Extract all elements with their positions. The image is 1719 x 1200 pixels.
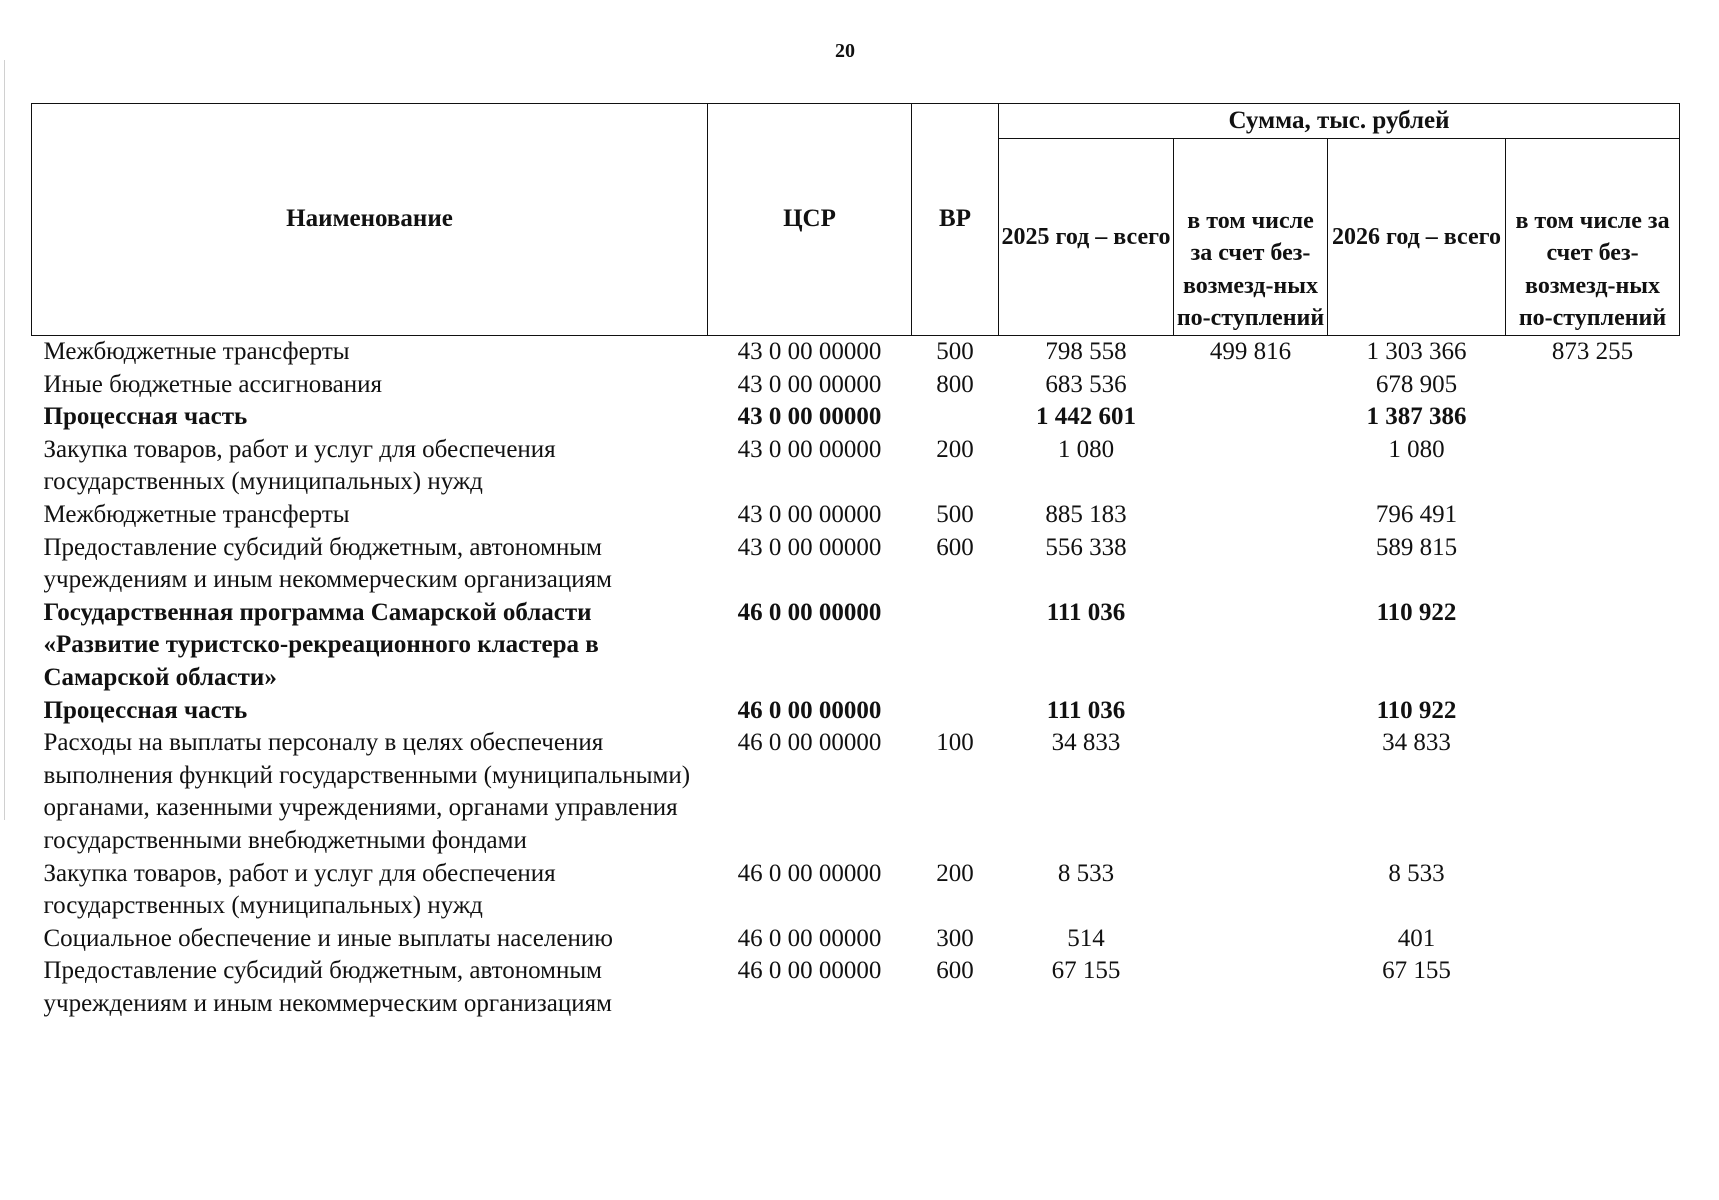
row-2025-gratuitous <box>1174 695 1328 728</box>
header-vr: ВР <box>912 104 999 336</box>
header-name: Наименование <box>32 104 708 336</box>
row-name: Закупка товаров, работ и услуг для обеспечения государственных (муниципальных) нужд <box>43 435 556 496</box>
row-vr: 500 <box>936 500 974 528</box>
header-2025-gratuitous: в том числе за счет без-возмезд-ных по-ступлений <box>1174 139 1328 336</box>
row-name: Закупка товаров, работ и услуг для обеспечения государственных (муниципальных) нужд <box>43 859 556 920</box>
table-row <box>32 336 1680 369</box>
row-2025-gratuitous <box>1174 499 1328 532</box>
row-2025-gratuitous <box>1174 434 1328 499</box>
table-row <box>32 727 1680 857</box>
header-2026-total: 2026 год – всего <box>1328 139 1506 336</box>
row-2025-gratuitous <box>1174 597 1328 695</box>
row-vr: 500 <box>936 338 974 365</box>
row-csr: 43 0 00 00000 <box>737 500 882 528</box>
row-2026-total: 1 080 <box>1388 435 1445 463</box>
row-2026-total: 34 833 <box>1382 729 1451 757</box>
row-2025-total: 8 533 <box>1057 859 1115 887</box>
row-name: Процессная часть <box>43 403 248 431</box>
row-2025-total: 1 080 <box>1057 435 1115 463</box>
row-2026-gratuitous <box>1506 369 1680 402</box>
row-2026-gratuitous <box>1506 401 1680 434</box>
table-row <box>32 858 1680 923</box>
table-row <box>32 695 1680 728</box>
row-csr: 46 0 00 00000 <box>737 957 882 985</box>
row-csr: 43 0 00 00000 <box>737 370 882 398</box>
row-vr: 200 <box>936 435 974 463</box>
row-vr: 600 <box>936 957 974 985</box>
row-csr: 43 0 00 00000 <box>737 403 882 431</box>
row-2025-total: 1 442 601 <box>1036 403 1136 431</box>
row-name: Социальное обеспечение и иные выплаты населению <box>43 924 613 952</box>
header-2026-gratuitous: в том числе за счет без-возмезд-ных по-ступлений <box>1506 139 1680 336</box>
row-2025-total: 885 183 <box>1045 500 1127 528</box>
row-2026-total: 401 <box>1397 924 1436 952</box>
row-2026-gratuitous <box>1506 955 1680 1020</box>
row-name: Межбюджетные трансферты <box>43 338 350 365</box>
row-2026-gratuitous <box>1506 499 1680 532</box>
row-2026-gratuitous <box>1506 434 1680 499</box>
row-name: Предоставление субсидий бюджетным, автономным учреждениям и иным некоммерческим организациям <box>43 533 612 594</box>
header-csr: ЦСР <box>708 104 912 336</box>
header-sum-group: Сумма, тыс. рублей <box>999 104 1680 139</box>
row-2025-total: 683 536 <box>1045 370 1127 398</box>
row-vr: 800 <box>936 370 974 398</box>
row-csr: 46 0 00 00000 <box>737 924 882 952</box>
row-2025-total: 67 155 <box>1051 957 1121 985</box>
row-2026-total: 1 303 366 <box>1366 338 1467 365</box>
page-number: 20 <box>835 40 855 62</box>
page-edge-line <box>4 60 5 820</box>
row-2026-gratuitous: 873 255 <box>1551 338 1634 365</box>
row-name: Предоставление субсидий бюджетным, автономным учреждениям и иным некоммерческим организациям <box>43 957 612 1017</box>
row-2026-total: 796 491 <box>1375 500 1458 528</box>
row-csr: 43 0 00 00000 <box>737 435 882 463</box>
row-name: Межбюджетные трансферты <box>43 500 350 528</box>
table-row <box>32 499 1680 532</box>
row-2026-total: 678 905 <box>1375 370 1458 398</box>
row-vr <box>912 695 999 728</box>
row-2026-total: 110 922 <box>1376 598 1457 626</box>
row-2025-gratuitous <box>1174 369 1328 402</box>
row-2026-total: 1 387 386 <box>1366 403 1467 431</box>
row-2026-total: 589 815 <box>1375 533 1458 561</box>
row-csr: 46 0 00 00000 <box>737 696 882 724</box>
row-2025-gratuitous <box>1174 858 1328 923</box>
row-2026-total: 8 533 <box>1388 859 1445 887</box>
row-2025-total: 514 <box>1067 924 1105 952</box>
header-2025-total: 2025 год – всего <box>999 139 1174 336</box>
row-2025-gratuitous <box>1174 923 1328 956</box>
table-row <box>32 401 1680 434</box>
row-2026-gratuitous <box>1506 695 1680 728</box>
table-row <box>32 955 1680 1020</box>
row-2026-gratuitous <box>1506 597 1680 695</box>
row-2025-gratuitous <box>1174 727 1328 857</box>
row-2025-gratuitous <box>1174 532 1328 597</box>
row-csr: 46 0 00 00000 <box>737 859 882 887</box>
row-name: Расходы на выплаты персоналу в целях обеспечения выполнения функций государственными (муниципальными) органами, казенными учреждениями, органами управления государственными внебюджетными фондами <box>43 729 691 854</box>
row-2026-total: 110 922 <box>1376 696 1457 724</box>
row-2025-total: 556 338 <box>1045 533 1127 561</box>
row-csr: 43 0 00 00000 <box>737 338 882 365</box>
row-vr: 100 <box>936 729 974 757</box>
row-name: Государственная программа Самарской области «Развитие туристско-рекреационного кластера в Самарской области» <box>43 598 599 691</box>
row-2025-total: 34 833 <box>1051 729 1121 757</box>
row-2025-gratuitous <box>1174 401 1328 434</box>
row-2025-total: 798 558 <box>1045 338 1127 365</box>
row-vr: 300 <box>936 924 974 952</box>
table-row <box>32 369 1680 402</box>
row-2026-gratuitous <box>1506 923 1680 956</box>
row-vr: 600 <box>936 533 974 561</box>
row-2026-gratuitous <box>1506 727 1680 857</box>
budget-table <box>31 103 1680 1020</box>
row-2026-gratuitous <box>1506 858 1680 923</box>
table-row <box>32 434 1680 499</box>
row-2025-total: 111 036 <box>1046 598 1126 626</box>
row-vr <box>912 597 999 695</box>
row-vr <box>912 401 999 434</box>
row-csr: 46 0 00 00000 <box>737 598 882 626</box>
row-name: Процессная часть <box>43 696 248 724</box>
row-2025-gratuitous <box>1174 955 1328 1020</box>
table-row <box>32 923 1680 956</box>
row-csr: 46 0 00 00000 <box>737 729 882 757</box>
table-row <box>32 597 1680 695</box>
row-csr: 43 0 00 00000 <box>737 533 882 561</box>
table-row <box>32 532 1680 597</box>
row-2025-total: 111 036 <box>1046 696 1126 724</box>
row-vr: 200 <box>936 859 974 887</box>
row-2026-gratuitous <box>1506 532 1680 597</box>
row-2026-total: 67 155 <box>1382 957 1451 985</box>
row-2025-gratuitous: 499 816 <box>1209 338 1292 365</box>
row-name: Иные бюджетные ассигнования <box>43 370 383 398</box>
